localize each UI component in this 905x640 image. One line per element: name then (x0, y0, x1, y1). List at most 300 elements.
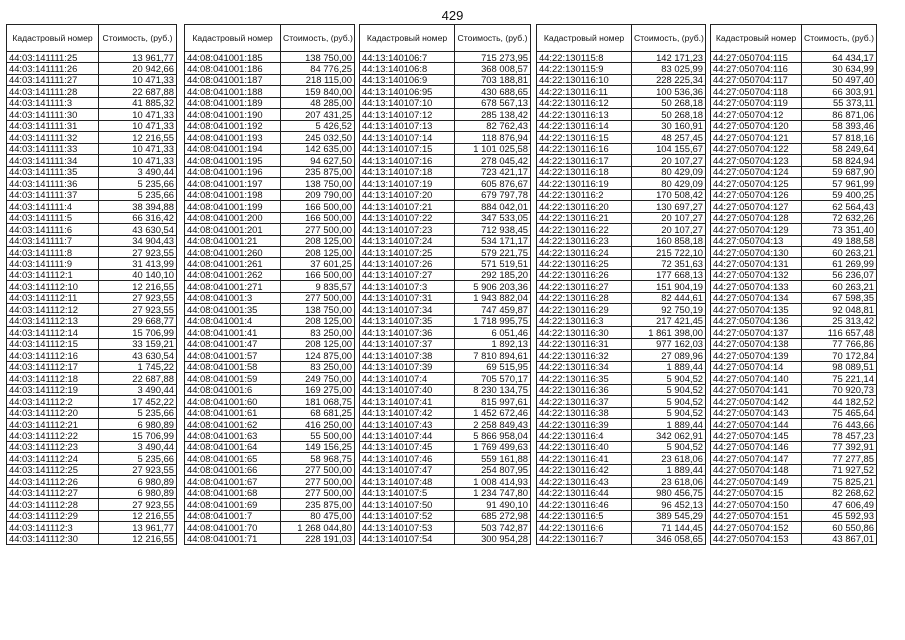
cost-cell: 17 452,22 (99, 396, 177, 407)
table-row (537, 499, 706, 510)
cost-cell: 68 681,25 (281, 407, 355, 418)
cost-cell: 884 042,01 (455, 201, 531, 212)
cost-cell: 347 533,05 (455, 212, 531, 223)
cost-table-3 (359, 24, 531, 545)
cadastral-number-cell: 44:27:050704:15 (711, 487, 802, 498)
table-row (537, 132, 706, 143)
cadastral-number-cell: 44:22:130116:6 (537, 522, 632, 533)
cadastral-number-cell: 44:22:130116:26 (537, 269, 632, 280)
cost-cell: 27 923,55 (99, 464, 177, 475)
table-row (7, 258, 177, 269)
table-row (360, 74, 531, 85)
cost-cell: 48 257,45 (632, 132, 706, 143)
table-row (7, 327, 177, 338)
cost-cell: 277 500,00 (281, 224, 355, 235)
cadastral-number-cell: 44:03:141111:37 (7, 189, 99, 200)
table-row (537, 464, 706, 475)
table-row (360, 396, 531, 407)
cost-cell: 62 564,43 (802, 201, 877, 212)
cost-cell: 83 250,00 (281, 327, 355, 338)
table-row (7, 74, 177, 85)
cadastral-number-cell: 44:08:041001:196 (185, 166, 281, 177)
cost-cell: 705 570,17 (455, 373, 531, 384)
cost-cell: 3 490,44 (99, 166, 177, 177)
cadastral-number-cell: 44:22:130116:43 (537, 476, 632, 487)
cadastral-number-cell: 44:22:130116:31 (537, 338, 632, 349)
cost-cell: 27 923,55 (99, 304, 177, 315)
cadastral-number-cell: 44:22:130115:9 (537, 63, 632, 74)
cost-cell: 1 889,44 (632, 419, 706, 430)
cadastral-number-cell: 44:22:130115:8 (537, 52, 632, 63)
cadastral-number-cell: 44:13:140107:36 (360, 327, 455, 338)
cadastral-number-cell: 44:27:050704:146 (711, 441, 802, 452)
cadastral-number-cell: 44:03:141111:35 (7, 166, 99, 177)
cost-cell: 58 393,46 (802, 120, 877, 131)
cadastral-number-cell: 44:03:141112:27 (7, 487, 99, 498)
table-row (537, 327, 706, 338)
table-row (537, 224, 706, 235)
cadastral-number-cell: 44:03:141111:32 (7, 132, 99, 143)
cadastral-number-cell: 44:08:041001:70 (185, 522, 281, 533)
table-row (185, 189, 355, 200)
table-row (7, 212, 177, 223)
table-row (360, 132, 531, 143)
cost-cell: 57 818,16 (802, 132, 877, 143)
table-row (185, 361, 355, 372)
cadastral-number-cell: 44:08:041001:67 (185, 476, 281, 487)
cost-cell: 66 316,42 (99, 212, 177, 223)
cost-cell: 77 392,91 (802, 441, 877, 452)
table-row (185, 258, 355, 269)
cost-cell: 1 889,44 (632, 464, 706, 475)
cadastral-number-cell: 44:03:141112:12 (7, 304, 99, 315)
cost-cell: 980 456,75 (632, 487, 706, 498)
table-row (711, 120, 877, 131)
cost-cell: 815 997,61 (455, 396, 531, 407)
cost-cell: 1 745,22 (99, 361, 177, 372)
cost-cell: 215 722,10 (632, 246, 706, 257)
cost-cell: 166 500,00 (281, 201, 355, 212)
cadastral-number-cell: 44:22:130116:12 (537, 97, 632, 108)
cadastral-number-cell: 44:27:050704:131 (711, 258, 802, 269)
table-row (360, 510, 531, 521)
cost-cell: 43 867,01 (802, 533, 877, 544)
table-row (537, 304, 706, 315)
cost-cell: 70 920,73 (802, 384, 877, 395)
cost-table-5 (710, 24, 877, 545)
table-row (360, 384, 531, 395)
cost-cell: 285 138,42 (455, 109, 531, 120)
table-row (360, 166, 531, 177)
table-row (537, 430, 706, 441)
table-row (360, 464, 531, 475)
cadastral-number-cell: 44:22:130116:11 (537, 86, 632, 97)
cadastral-number-cell: 44:13:140107:45 (360, 441, 455, 452)
cadastral-number-cell: 44:03:141111:3 (7, 97, 99, 108)
cost-cell: 1 268 044,80 (281, 522, 355, 533)
table-row (711, 384, 877, 395)
cadastral-number-cell: 44:13:140107:10 (360, 97, 455, 108)
cadastral-number-cell: 44:22:130116:18 (537, 166, 632, 177)
cost-cell: 69 515,95 (455, 361, 531, 372)
cost-cell: 5 904,52 (632, 441, 706, 452)
cadastral-number-cell: 44:22:130116:7 (537, 533, 632, 544)
cadastral-number-cell: 44:22:130116:28 (537, 292, 632, 303)
cadastral-number-cell: 44:13:140107:47 (360, 464, 455, 475)
cadastral-number-cell: 44:22:130116:36 (537, 384, 632, 395)
table-row (360, 97, 531, 108)
cadastral-number-cell: 44:22:130116:34 (537, 361, 632, 372)
cost-cell: 55 373,11 (802, 97, 877, 108)
cost-cell: 6 980,89 (99, 487, 177, 498)
table-row (537, 292, 706, 303)
cost-cell: 3 490,44 (99, 441, 177, 452)
cost-cell: 45 592,93 (802, 510, 877, 521)
cadastral-number-cell: 44:27:050704:148 (711, 464, 802, 475)
cadastral-number-cell: 44:22:130116:5 (537, 510, 632, 521)
table-row (360, 86, 531, 97)
table-row (185, 86, 355, 97)
cadastral-number-cell: 44:27:050704:116 (711, 63, 802, 74)
cost-cell: 685 272,98 (455, 510, 531, 521)
cost-cell: 72 632,26 (802, 212, 877, 223)
cost-cell: 703 188,81 (455, 74, 531, 85)
table-row (185, 109, 355, 120)
cadastral-number-cell: 44:22:130116:27 (537, 281, 632, 292)
cost-cell: 1 861 398,00 (632, 327, 706, 338)
cadastral-number-cell: 44:03:141112:1 (7, 269, 99, 280)
table-row (537, 143, 706, 154)
cost-cell: 151 904,19 (632, 281, 706, 292)
cost-cell: 5 904,52 (632, 396, 706, 407)
table-row (360, 269, 531, 280)
cost-cell: 124 875,00 (281, 350, 355, 361)
cost-cell: 300 954,28 (455, 533, 531, 544)
table-row (537, 269, 706, 280)
cadastral-number-cell: 44:08:041001:61 (185, 407, 281, 418)
cadastral-number-cell: 44:08:041001:65 (185, 453, 281, 464)
cadastral-number-cell: 44:22:130116:15 (537, 132, 632, 143)
table-row (537, 510, 706, 521)
cost-cell: 60 263,21 (802, 281, 877, 292)
cost-cell: 73 351,40 (802, 224, 877, 235)
table-row (7, 224, 177, 235)
table-row (360, 178, 531, 189)
table-row (360, 246, 531, 257)
table-row (711, 350, 877, 361)
table-row (537, 120, 706, 131)
table-row (7, 120, 177, 131)
cadastral-number-cell: 44:13:140107:52 (360, 510, 455, 521)
cost-cell: 29 668,77 (99, 315, 177, 326)
cadastral-number-cell: 44:08:041001:193 (185, 132, 281, 143)
cost-cell: 13 961,77 (99, 52, 177, 63)
cost-cell: 208 125,00 (281, 315, 355, 326)
cost-cell: 277 500,00 (281, 292, 355, 303)
cadastral-number-cell: 44:27:050704:121 (711, 132, 802, 143)
cadastral-number-cell: 44:03:141112:22 (7, 430, 99, 441)
cadastral-number-cell: 44:03:141112:19 (7, 384, 99, 395)
cost-cell: 6 980,89 (99, 419, 177, 430)
cadastral-number-cell: 44:13:140107:13 (360, 120, 455, 131)
cadastral-number-cell: 44:13:140107:5 (360, 487, 455, 498)
table-row (360, 155, 531, 166)
table-row (360, 189, 531, 200)
cost-cell: 30 160,91 (632, 120, 706, 131)
cost-cell: 1 769 499,63 (455, 441, 531, 452)
cost-cell: 138 750,00 (281, 178, 355, 189)
cadastral-number-cell: 44:13:140107:18 (360, 166, 455, 177)
cadastral-number-cell: 44:13:140107:38 (360, 350, 455, 361)
cost-cell: 12 216,55 (99, 533, 177, 544)
cadastral-number-cell: 44:03:141112:15 (7, 338, 99, 349)
cost-cell: 159 840,00 (281, 86, 355, 97)
cost-cell: 77 766,86 (802, 338, 877, 349)
cadastral-number-cell: 44:22:130116:46 (537, 499, 632, 510)
cadastral-number-cell: 44:08:041001:187 (185, 74, 281, 85)
cadastral-number-cell: 44:13:140107:26 (360, 258, 455, 269)
cadastral-number-cell: 44:27:050704:136 (711, 315, 802, 326)
table-row (711, 235, 877, 246)
cost-cell: 5 426,52 (281, 120, 355, 131)
table-row (185, 120, 355, 131)
cost-cell: 20 107,27 (632, 212, 706, 223)
table-row (360, 441, 531, 452)
table-row (360, 419, 531, 430)
table-row (537, 453, 706, 464)
table-row (7, 499, 177, 510)
cost-cell: 100 536,36 (632, 86, 706, 97)
cadastral-number-cell: 44:03:141111:6 (7, 224, 99, 235)
cadastral-number-cell: 44:03:141111:34 (7, 155, 99, 166)
table-row (185, 384, 355, 395)
cadastral-number-cell: 44:08:041001:188 (185, 86, 281, 97)
cost-cell: 228 191,03 (281, 533, 355, 544)
cadastral-number-cell: 44:03:141112:28 (7, 499, 99, 510)
table-row (360, 315, 531, 326)
table-row (711, 533, 877, 544)
cadastral-number-cell: 44:03:141112:26 (7, 476, 99, 487)
header-cost: Стоимость, (руб.) (281, 25, 355, 52)
header-cost: Стоимость, (руб.) (632, 25, 706, 52)
cost-cell: 96 452,13 (632, 499, 706, 510)
table-row (537, 201, 706, 212)
cadastral-number-cell: 44:03:141111:4 (7, 201, 99, 212)
cadastral-number-cell: 44:13:140107:16 (360, 155, 455, 166)
cost-cell: 138 750,00 (281, 304, 355, 315)
cost-cell: 50 268,18 (632, 97, 706, 108)
cost-cell: 48 285,00 (281, 97, 355, 108)
cadastral-number-cell: 44:13:140107:21 (360, 201, 455, 212)
table-row (711, 522, 877, 533)
cost-cell: 12 216,55 (99, 132, 177, 143)
cost-cell: 5 904,52 (632, 384, 706, 395)
table-row (711, 178, 877, 189)
cadastral-number-cell: 44:22:130116:13 (537, 109, 632, 120)
cost-cell: 70 172,84 (802, 350, 877, 361)
cadastral-number-cell: 44:08:041001:69 (185, 499, 281, 510)
cadastral-number-cell: 44:03:141112:14 (7, 327, 99, 338)
cadastral-number-cell: 44:03:141111:33 (7, 143, 99, 154)
table-row (537, 373, 706, 384)
table-row (185, 315, 355, 326)
table-row (537, 441, 706, 452)
cadastral-number-cell: 44:13:140107:37 (360, 338, 455, 349)
cadastral-number-cell: 44:27:050704:142 (711, 396, 802, 407)
table-row (185, 419, 355, 430)
cost-cell: 160 858,18 (632, 235, 706, 246)
table-row (537, 63, 706, 74)
table-row (185, 143, 355, 154)
cost-cell: 22 687,88 (99, 86, 177, 97)
table-row (185, 74, 355, 85)
cost-cell: 207 431,25 (281, 109, 355, 120)
cost-cell: 723 421,17 (455, 166, 531, 177)
cost-cell: 50 268,18 (632, 109, 706, 120)
table-row (537, 361, 706, 372)
cost-cell: 75 465,64 (802, 407, 877, 418)
table-row (711, 476, 877, 487)
table-row (7, 476, 177, 487)
cadastral-number-cell: 44:03:141111:9 (7, 258, 99, 269)
table-row (711, 97, 877, 108)
cadastral-number-cell: 44:08:041001:262 (185, 269, 281, 280)
table-row (185, 97, 355, 108)
cadastral-number-cell: 44:08:041001:57 (185, 350, 281, 361)
cadastral-number-cell: 44:08:041001:197 (185, 178, 281, 189)
table-row (185, 292, 355, 303)
cost-cell: 72 351,63 (632, 258, 706, 269)
table-row (537, 419, 706, 430)
cadastral-number-cell: 44:22:130116:10 (537, 74, 632, 85)
cost-cell: 66 303,91 (802, 86, 877, 97)
cadastral-number-cell: 44:08:041001:35 (185, 304, 281, 315)
table-row (7, 143, 177, 154)
cost-cell: 91 490,10 (455, 499, 531, 510)
table-row (185, 338, 355, 349)
cost-cell: 3 490,44 (99, 384, 177, 395)
cadastral-number-cell: 44:27:050704:122 (711, 143, 802, 154)
cost-cell: 27 089,96 (632, 350, 706, 361)
table-row (711, 63, 877, 74)
cost-cell: 235 875,00 (281, 499, 355, 510)
cadastral-number-cell: 44:27:050704:133 (711, 281, 802, 292)
table-row (7, 373, 177, 384)
table-row (7, 407, 177, 418)
table-row (711, 430, 877, 441)
cost-cell: 15 706,99 (99, 430, 177, 441)
cost-cell: 217 421,45 (632, 315, 706, 326)
cadastral-number-cell: 44:03:141112:20 (7, 407, 99, 418)
table-row (537, 522, 706, 533)
cadastral-number-cell: 44:22:130116:38 (537, 407, 632, 418)
table-row (711, 464, 877, 475)
cadastral-number-cell: 44:08:041001:63 (185, 430, 281, 441)
cadastral-number-cell: 44:13:140107:43 (360, 419, 455, 430)
cadastral-number-cell: 44:03:141111:5 (7, 212, 99, 223)
table-row (360, 350, 531, 361)
cadastral-number-cell: 44:03:141111:30 (7, 109, 99, 120)
cost-cell: 249 750,00 (281, 373, 355, 384)
table-row (185, 155, 355, 166)
cadastral-number-cell: 44:13:140107:41 (360, 396, 455, 407)
cadastral-number-cell: 44:08:041001:47 (185, 338, 281, 349)
cadastral-number-cell: 44:27:050704:127 (711, 201, 802, 212)
cadastral-number-cell: 44:22:130116:22 (537, 224, 632, 235)
table-row (185, 212, 355, 223)
cadastral-number-cell: 44:03:141111:7 (7, 235, 99, 246)
cost-cell: 71 927,52 (802, 464, 877, 475)
cadastral-number-cell: 44:08:041001:198 (185, 189, 281, 200)
table-row (7, 132, 177, 143)
cost-cell: 27 923,55 (99, 499, 177, 510)
table-row (7, 178, 177, 189)
table-row (360, 52, 531, 63)
cost-cell: 277 500,00 (281, 487, 355, 498)
cost-cell: 605 876,67 (455, 178, 531, 189)
cost-cell: 10 471,33 (99, 120, 177, 131)
cost-cell: 1 008 414,93 (455, 476, 531, 487)
cadastral-number-cell: 44:22:130116:40 (537, 441, 632, 452)
cost-cell: 94 627,50 (281, 155, 355, 166)
table-row (185, 396, 355, 407)
table-row (711, 86, 877, 97)
cadastral-number-cell: 44:03:141111:27 (7, 74, 99, 85)
cost-cell: 559 161,88 (455, 453, 531, 464)
cost-cell: 75 825,21 (802, 476, 877, 487)
cost-cell: 6 980,89 (99, 476, 177, 487)
table-row (7, 269, 177, 280)
cadastral-number-cell: 44:08:041001:185 (185, 52, 281, 63)
cost-cell: 13 961,77 (99, 522, 177, 533)
cadastral-number-cell: 44:27:050704:130 (711, 246, 802, 257)
header-cost: Стоимость, (руб.) (99, 25, 177, 52)
table-row (537, 74, 706, 85)
table-row (360, 476, 531, 487)
cost-cell: 20 107,27 (632, 155, 706, 166)
cost-cell: 579 221,75 (455, 246, 531, 257)
table-row (537, 166, 706, 177)
cost-cell: 82 444,61 (632, 292, 706, 303)
cost-cell: 116 657,48 (802, 327, 877, 338)
cadastral-number-cell: 44:03:141112:10 (7, 281, 99, 292)
cadastral-number-cell: 44:13:140107:53 (360, 522, 455, 533)
cost-cell: 7 810 894,61 (455, 350, 531, 361)
table-row (185, 350, 355, 361)
cost-cell: 67 598,35 (802, 292, 877, 303)
cost-cell: 64 434,17 (802, 52, 877, 63)
table-row (537, 109, 706, 120)
table-row (7, 63, 177, 74)
table-row (711, 246, 877, 257)
table-row (185, 132, 355, 143)
table-row (185, 246, 355, 257)
table-row (185, 499, 355, 510)
cadastral-number-cell: 44:22:130116:44 (537, 487, 632, 498)
table-row (360, 292, 531, 303)
table-row (711, 327, 877, 338)
cost-cell: 58 968,75 (281, 453, 355, 464)
table-row (360, 143, 531, 154)
cadastral-number-cell: 44:03:141112:30 (7, 533, 99, 544)
cadastral-number-cell: 44:22:130116:16 (537, 143, 632, 154)
cadastral-number-cell: 44:27:050704:132 (711, 269, 802, 280)
table-row (7, 166, 177, 177)
cadastral-number-cell: 44:08:041001:271 (185, 281, 281, 292)
cadastral-number-cell: 44:13:140107:46 (360, 453, 455, 464)
cost-cell: 1 718 995,75 (455, 315, 531, 326)
cadastral-number-cell: 44:03:141112:23 (7, 441, 99, 452)
